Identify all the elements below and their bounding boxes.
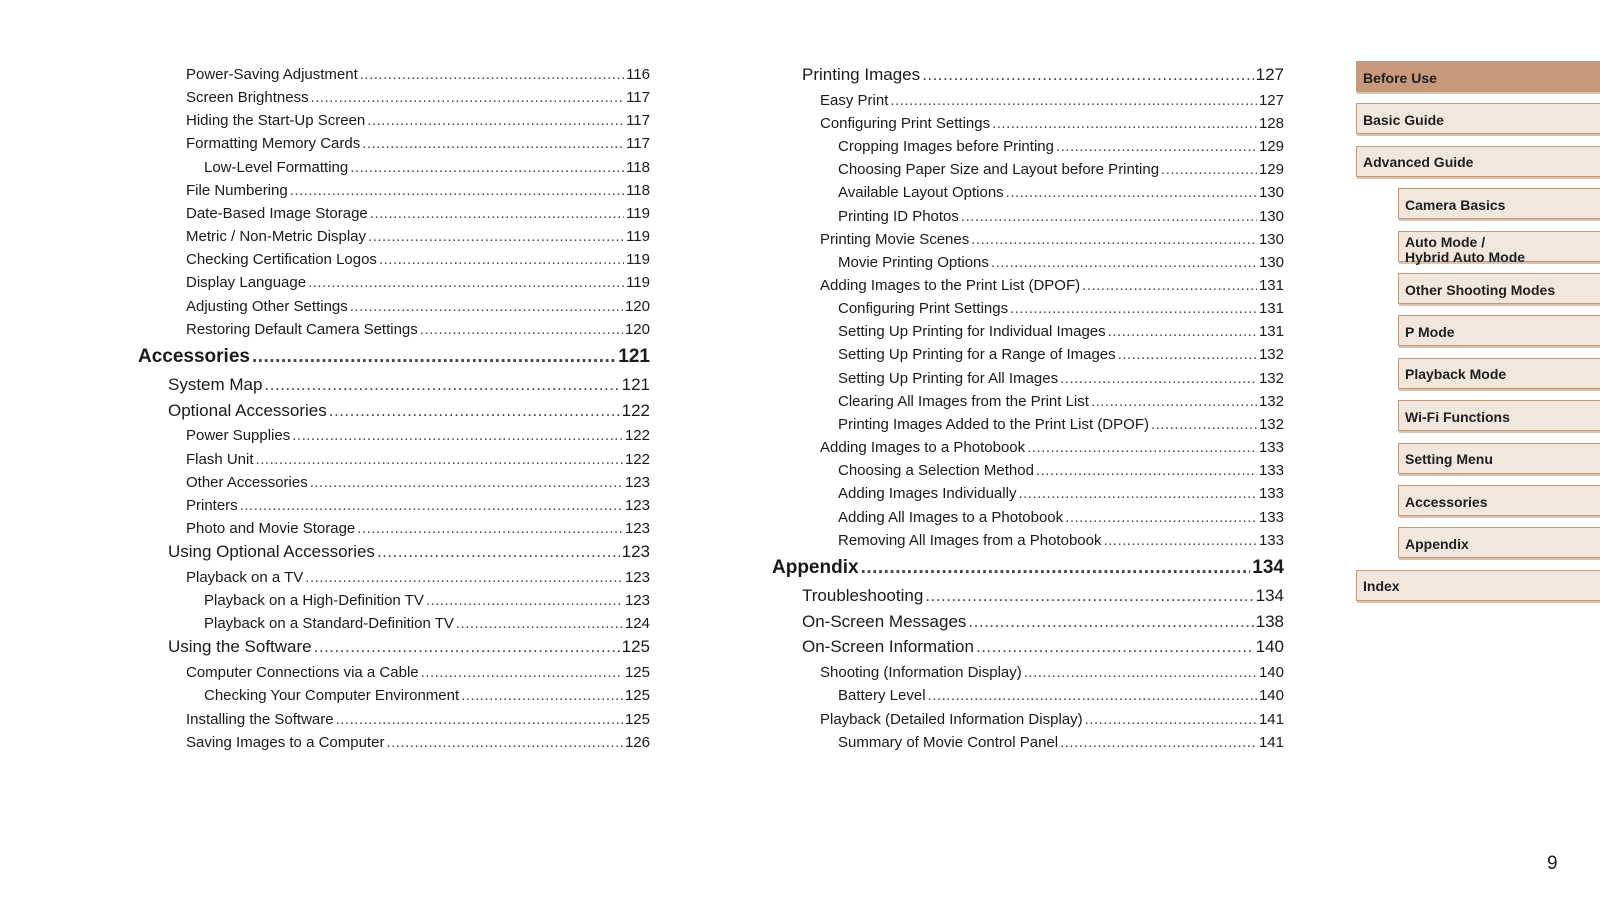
dot-leader <box>976 637 1254 657</box>
toc-entry-title: Restoring Default Camera Settings <box>186 320 418 338</box>
toc-entry-page: 133 <box>1258 531 1284 549</box>
toc-entry-title: Adding Images Individually <box>838 485 1017 503</box>
toc-entry-page: 118 <box>626 158 650 176</box>
toc-section-entry[interactable] <box>138 375 650 395</box>
toc-entry-page: 132 <box>1258 346 1284 364</box>
toc-entry-title: Using the Software <box>168 637 312 657</box>
toc-entry-page: 133 <box>1258 485 1284 503</box>
toc-entry-title: Clearing All Images from the Print List <box>838 392 1089 410</box>
toc-entry-page: 119 <box>626 274 650 292</box>
toc-entry-page: 141 <box>1258 710 1284 728</box>
dot-leader <box>971 230 1257 250</box>
toc-subsection-entry[interactable] <box>772 508 1284 528</box>
tab-appendix[interactable] <box>1398 527 1600 558</box>
dot-leader <box>362 134 624 154</box>
dot-leader <box>308 273 624 293</box>
toc-subsection-entry[interactable] <box>138 568 650 588</box>
dot-leader <box>357 519 623 539</box>
dot-leader <box>360 65 624 85</box>
dot-leader <box>329 401 620 421</box>
toc-entry-page: 127 <box>1255 65 1284 84</box>
tab-label: Other Shooting Modes <box>1405 281 1556 298</box>
toc-entry-title: Configuring Print Settings <box>838 300 1009 318</box>
toc-entry-page: 123 <box>624 496 650 514</box>
tab-playback-mode[interactable] <box>1398 358 1600 389</box>
tab-label: P Mode <box>1405 323 1455 340</box>
toc-entry-title: Playback on a High-Definition TV <box>204 592 424 610</box>
dot-leader <box>1060 369 1257 389</box>
toc-entry-title: Optional Accessories <box>168 400 327 420</box>
toc-section-entry[interactable] <box>138 637 650 657</box>
toc-entry-page: 130 <box>1258 253 1284 271</box>
toc-subsection-entry[interactable] <box>138 65 650 85</box>
toc-entry-title: Battery Level <box>838 687 926 705</box>
toc-entry-page: 129 <box>1258 138 1284 156</box>
tab-label: Advanced Guide <box>1363 154 1474 171</box>
toc-entry-title: Available Layout Options <box>838 184 1004 202</box>
toc-entry-title: Adding All Images to a Photobook <box>838 508 1064 526</box>
dot-leader <box>377 542 620 562</box>
toc-entry-page: 117 <box>626 112 650 130</box>
dot-leader <box>1091 392 1257 412</box>
toc-entry-page: 120 <box>624 297 650 315</box>
dot-leader <box>367 111 624 131</box>
toc-entry-title: Setting Up Printing for All Images <box>838 369 1059 387</box>
toc-entry-title: Movie Printing Options <box>838 253 989 271</box>
toc-entry-page: 138 <box>1255 611 1284 631</box>
toc-entry-title: Shooting (Information Display) <box>820 664 1022 682</box>
tab-label: Accessories <box>1405 493 1488 510</box>
tab-wi-fi-functions[interactable] <box>1398 400 1600 431</box>
dot-leader <box>240 496 623 516</box>
toc-subsection-entry[interactable] <box>772 276 1284 296</box>
dot-leader <box>991 253 1257 273</box>
toc-entry-page: 124 <box>624 615 650 633</box>
toc-entry-page: 132 <box>1258 369 1284 387</box>
dot-leader <box>368 227 624 247</box>
toc-subsection-entry[interactable] <box>772 438 1284 458</box>
toc-entry-page: 125 <box>621 637 650 657</box>
toc-subsection-entry[interactable] <box>772 183 1284 203</box>
toc-entry-title: Installing the Software <box>186 710 334 728</box>
toc-subsection-entry[interactable] <box>772 299 1284 319</box>
dot-leader <box>1018 484 1257 504</box>
toc-entry-title: Appendix <box>772 556 859 578</box>
toc-subsection-entry[interactable] <box>138 519 650 539</box>
dot-leader <box>350 297 623 317</box>
toc-entry-page: 119 <box>626 228 650 246</box>
toc-subsection-entry[interactable] <box>138 134 650 154</box>
toc-subsection-entry[interactable] <box>138 473 650 493</box>
dot-leader <box>379 250 624 270</box>
toc-entry-title: Setting Up Printing for Individual Images <box>838 323 1106 341</box>
dot-leader <box>292 426 623 446</box>
dot-leader <box>961 207 1257 227</box>
toc-entry-title: Easy Print <box>820 91 889 109</box>
toc-subsection-entry[interactable] <box>138 450 650 470</box>
toc-subsection-entry[interactable] <box>138 710 650 730</box>
toc-entry-page: 119 <box>626 251 650 269</box>
toc-entry-page: 121 <box>618 345 650 367</box>
toc-entry-page: 131 <box>1258 277 1284 294</box>
toc-subsection-entry[interactable] <box>138 158 650 178</box>
toc-section-entry[interactable] <box>772 65 1284 85</box>
tab-camera-basics[interactable] <box>1398 188 1600 219</box>
page-number: 9 <box>1547 853 1558 874</box>
toc-subsection-entry[interactable] <box>772 461 1284 481</box>
dot-leader <box>421 663 623 683</box>
toc-entry-page: 122 <box>624 450 650 468</box>
toc-entry-page: 125 <box>624 664 650 682</box>
toc-entry-title: File Numbering <box>186 181 288 199</box>
toc-entry-title: Low-Level Formatting <box>204 158 349 176</box>
dot-leader <box>370 204 624 224</box>
tab-label: Basic Guide <box>1363 111 1444 128</box>
toc-entry-page: 130 <box>1258 230 1284 248</box>
toc-subsection-entry[interactable] <box>772 137 1284 157</box>
toc-entry-page: 119 <box>626 204 650 222</box>
dot-leader <box>1103 531 1257 551</box>
dot-leader <box>922 65 1254 85</box>
dot-leader <box>311 88 625 108</box>
toc-entry-page: 134 <box>1255 585 1284 605</box>
tab-index[interactable] <box>1356 570 1600 601</box>
toc-subsection-entry[interactable] <box>138 686 650 706</box>
toc-subsection-entry[interactable] <box>138 273 650 293</box>
dot-leader <box>420 320 623 340</box>
dot-leader <box>1118 345 1257 365</box>
dot-leader <box>992 114 1257 134</box>
dot-leader <box>252 347 616 367</box>
dot-leader <box>1006 183 1257 203</box>
toc-subsection-entry[interactable] <box>138 297 650 317</box>
tab-p-mode[interactable] <box>1398 315 1600 346</box>
tab-basic-guide[interactable] <box>1356 103 1600 134</box>
toc-entry-title: Choosing Paper Size and Layout before Printing <box>838 161 1160 179</box>
toc-entry-title: Hiding the Start-Up Screen <box>186 112 366 130</box>
toc-subsection-entry[interactable] <box>772 392 1284 412</box>
toc-entry-title: Playback (Detailed Information Display) <box>820 710 1083 728</box>
toc-section-entry[interactable] <box>138 401 650 421</box>
toc-subsection-entry[interactable] <box>138 320 650 340</box>
dot-leader <box>968 612 1253 632</box>
dot-leader <box>290 181 624 201</box>
toc-entry-title: System Map <box>168 374 263 394</box>
toc-subsection-entry[interactable] <box>138 181 650 201</box>
toc-entry-page: 122 <box>621 400 650 420</box>
toc-subsection-entry[interactable] <box>138 496 650 516</box>
dot-leader <box>305 568 623 588</box>
toc-entry-title: Computer Connections via a Cable <box>186 664 419 682</box>
dot-leader <box>1056 137 1257 157</box>
toc-entry-title: Troubleshooting <box>802 585 924 605</box>
toc-entry-page: 117 <box>626 89 650 107</box>
toc-entry-title: Checking Your Computer Environment <box>204 687 460 705</box>
dot-leader <box>256 450 623 470</box>
toc-subsection-entry[interactable] <box>138 111 650 131</box>
toc-entry-page: 122 <box>624 427 650 445</box>
toc-entry-page: 123 <box>624 568 650 586</box>
toc-subsection-entry[interactable] <box>138 733 650 753</box>
dot-leader <box>1082 276 1257 296</box>
dot-leader <box>314 637 620 657</box>
tab-setting-menu[interactable] <box>1398 443 1600 474</box>
toc-entry-page: 127 <box>1258 91 1284 109</box>
toc-entry-title: On-Screen Information <box>802 637 974 657</box>
tab-label: Auto Mode / Hybrid Auto Mode <box>1405 233 1526 265</box>
toc-subsection-entry[interactable] <box>138 204 650 224</box>
tab-other-shooting-modes[interactable] <box>1398 273 1600 304</box>
dot-leader <box>1108 322 1257 342</box>
dot-leader <box>350 158 624 178</box>
toc-subsection-entry[interactable] <box>138 250 650 270</box>
toc-subsection-entry[interactable] <box>772 663 1284 683</box>
dot-leader <box>1065 508 1257 528</box>
toc-entry-title: Playback on a TV <box>186 568 304 586</box>
dot-leader <box>310 473 623 493</box>
toc-entry-page: 134 <box>1252 556 1284 578</box>
toc-entry-title: Cropping Images before Printing <box>838 138 1054 156</box>
toc-entry-page: 133 <box>1258 508 1284 526</box>
toc-entry-page: 129 <box>1258 161 1284 179</box>
toc-entry-title: Accessories <box>138 345 250 367</box>
toc-entry-page: 133 <box>1258 439 1284 457</box>
toc-entry-page: 120 <box>624 320 650 338</box>
tab-label: Playback Mode <box>1405 366 1507 383</box>
toc-entry-title: Playback on a Standard-Definition TV <box>204 615 454 633</box>
toc-subsection-entry[interactable] <box>772 230 1284 250</box>
tab-auto-mode-hybrid-auto-mode[interactable] <box>1398 231 1600 265</box>
toc-subsection-entry[interactable] <box>138 614 650 634</box>
dot-leader <box>1060 733 1257 753</box>
dot-leader <box>1036 461 1257 481</box>
toc-subsection-entry[interactable] <box>772 207 1284 227</box>
toc-entry-title: Other Accessories <box>186 473 308 491</box>
toc-entry-title: Adding Images to the Print List (DPOF) <box>820 277 1081 294</box>
toc-subsection-entry[interactable] <box>772 322 1284 342</box>
toc-entry-title: Saving Images to a Computer <box>186 733 385 751</box>
dot-leader <box>925 586 1253 606</box>
toc-subsection-entry[interactable] <box>138 591 650 611</box>
toc-entry-page: 123 <box>624 520 650 537</box>
toc-section-entry[interactable] <box>772 586 1284 606</box>
toc-chapter-entry[interactable] <box>138 347 650 367</box>
dot-leader <box>1161 160 1257 180</box>
toc-entry-page: 123 <box>624 592 650 610</box>
toc-entry-page: 133 <box>1258 462 1284 480</box>
toc-section-entry[interactable] <box>772 612 1284 632</box>
toc-entry-title: Flash Unit <box>186 450 254 468</box>
tab-before-use[interactable] <box>1356 61 1600 92</box>
toc-subsection-entry[interactable] <box>138 88 650 108</box>
toc-entry-page: 141 <box>1258 733 1284 751</box>
toc-subsection-entry[interactable] <box>772 91 1284 111</box>
dot-leader <box>1151 415 1257 435</box>
dot-leader <box>928 686 1257 706</box>
dot-leader <box>1024 663 1257 683</box>
toc-entry-page: 140 <box>1258 687 1284 705</box>
toc-entry-title: Choosing a Selection Method <box>838 462 1034 480</box>
toc-subsection-entry[interactable] <box>772 415 1284 435</box>
toc-subsection-entry[interactable] <box>772 733 1284 753</box>
dot-leader <box>456 614 623 634</box>
toc-subsection-entry[interactable] <box>138 663 650 683</box>
toc-subsection-entry[interactable] <box>772 484 1284 504</box>
toc-subsection-entry[interactable] <box>772 686 1284 706</box>
dot-leader <box>1010 299 1257 319</box>
dot-leader <box>1027 438 1257 458</box>
toc-entry-page: 130 <box>1258 207 1284 225</box>
toc-entry-title: Power Supplies <box>186 427 291 445</box>
tab-advanced-guide[interactable] <box>1356 146 1600 177</box>
toc-entry-title: Display Language <box>186 274 307 292</box>
toc-entry-title: Metric / Non-Metric Display <box>186 228 367 246</box>
toc-subsection-entry[interactable] <box>772 253 1284 273</box>
toc-entry-title: Printing Movie Scenes <box>820 230 970 248</box>
dot-leader <box>461 686 623 706</box>
dot-leader <box>264 375 619 395</box>
toc-entry-title: Formatting Memory Cards <box>186 135 361 153</box>
toc-chapter-entry[interactable] <box>772 558 1284 578</box>
toc-entry-title: Date-Based Image Storage <box>186 204 368 222</box>
toc-entry-title: Power-Saving Adjustment <box>186 66 358 83</box>
tab-label: Wi-Fi Functions <box>1405 408 1510 425</box>
toc-entry-page: 131 <box>1258 323 1284 341</box>
dot-leader <box>386 733 623 753</box>
toc-entry-page: 132 <box>1258 392 1284 410</box>
dot-leader <box>426 591 623 611</box>
tab-label: Index <box>1363 578 1400 595</box>
toc-entry-page: 116 <box>626 66 650 83</box>
toc-subsection-entry[interactable] <box>772 345 1284 365</box>
toc-entry-page: 131 <box>1258 300 1284 318</box>
toc-entry-title: Checking Certification Logos <box>186 251 377 269</box>
toc-subsection-entry[interactable] <box>138 426 650 446</box>
toc-subsection-entry[interactable] <box>772 114 1284 134</box>
toc-section-entry[interactable] <box>138 542 650 562</box>
toc-entry-title: Adjusting Other Settings <box>186 297 348 315</box>
toc-entry-title: Removing All Images from a Photobook <box>838 531 1102 549</box>
tab-label: Before Use <box>1363 69 1437 86</box>
toc-subsection-entry[interactable] <box>772 531 1284 551</box>
toc-entry-page: 132 <box>1258 415 1284 433</box>
toc-entry-title: On-Screen Messages <box>802 611 967 631</box>
toc-entry-title: Screen Brightness <box>186 89 309 107</box>
toc-entry-title: Photo and Movie Storage <box>186 520 356 537</box>
tab-label: Camera Basics <box>1405 196 1506 213</box>
toc-entry-page: 125 <box>624 710 650 728</box>
toc-entry-page: 130 <box>1258 184 1284 202</box>
toc-entry-page: 118 <box>626 181 650 199</box>
toc-section-entry[interactable] <box>772 637 1284 657</box>
toc-entry-page: 121 <box>621 374 650 394</box>
tab-label: Setting Menu <box>1405 451 1493 468</box>
dot-leader <box>336 710 623 730</box>
toc-subsection-entry[interactable] <box>138 227 650 247</box>
toc-entry-title: Printing ID Photos <box>838 207 959 225</box>
toc-entry-page: 140 <box>1255 637 1284 657</box>
toc-entry-title: Setting Up Printing for a Range of Images <box>838 346 1116 364</box>
toc-entry-title: Adding Images to a Photobook <box>820 439 1026 457</box>
dot-leader <box>861 558 1251 578</box>
toc-entry-page: 117 <box>626 135 650 153</box>
tab-accessories[interactable] <box>1398 485 1600 516</box>
toc-subsection-entry[interactable] <box>772 710 1284 730</box>
toc-subsection-entry[interactable] <box>772 160 1284 180</box>
toc-entry-title: Printers <box>186 496 238 514</box>
dot-leader <box>1085 710 1257 730</box>
toc-entry-title: Printing Images Added to the Print List (DPOF) <box>838 415 1149 433</box>
dot-leader <box>890 91 1257 111</box>
toc-entry-title: Printing Images <box>802 65 921 84</box>
toc-entry-page: 140 <box>1258 664 1284 682</box>
toc-entry-title: Configuring Print Settings <box>820 114 991 132</box>
toc-entry-page: 125 <box>624 687 650 705</box>
toc-entry-page: 123 <box>624 473 650 491</box>
toc-entry-title: Summary of Movie Control Panel <box>838 733 1059 751</box>
toc-entry-title: Using Optional Accessories <box>168 542 375 562</box>
toc-entry-page: 128 <box>1258 114 1284 132</box>
toc-entry-page: 123 <box>621 542 650 562</box>
tab-label: Appendix <box>1405 535 1469 552</box>
toc-subsection-entry[interactable] <box>772 369 1284 389</box>
toc-entry-page: 126 <box>624 733 650 751</box>
